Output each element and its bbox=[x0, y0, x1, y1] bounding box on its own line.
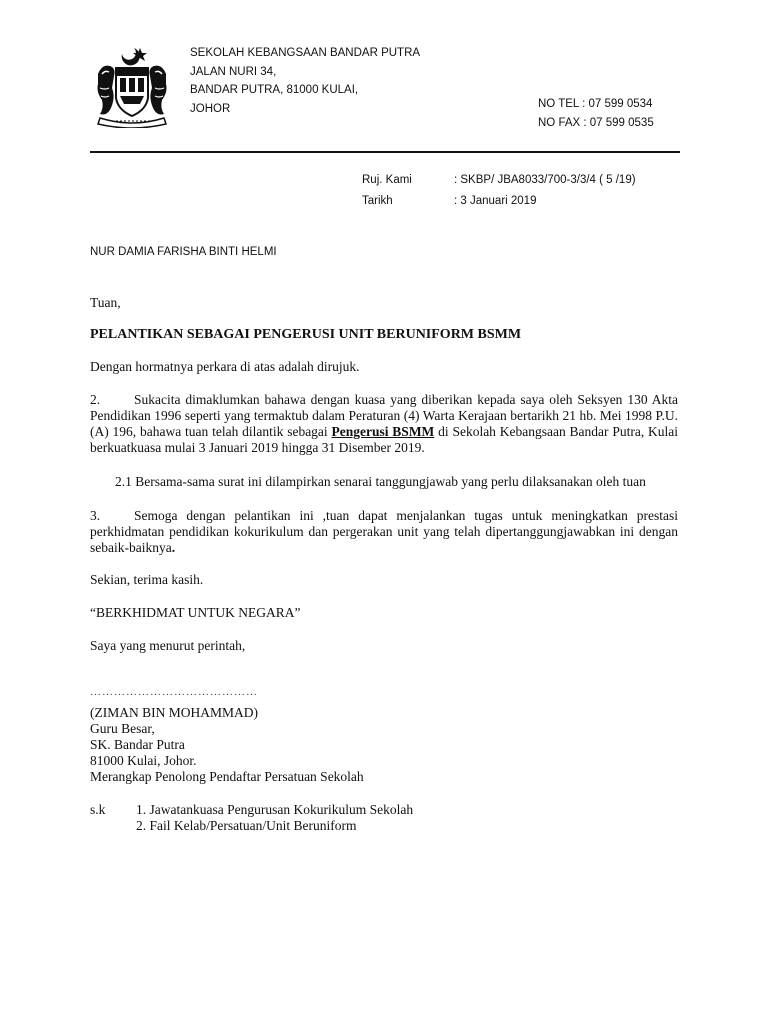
date-value: : 3 Januari 2019 bbox=[454, 195, 537, 207]
paragraph-text: di Sekolah Kebangsaan Bandar Putra, Kulai berkuatkuasa mulai 3 Januari 2019 hingga 31 Disember 2019. bbox=[90, 424, 679, 455]
address-line-3: JOHOR bbox=[190, 102, 231, 115]
recipient-name: NUR DAMIA FARISHA BINTI HELMI bbox=[90, 246, 277, 258]
signatory-block bbox=[90, 705, 364, 785]
signatory-school: SK. Bandar Putra bbox=[90, 737, 185, 752]
paragraph-2-1: 2.1 Bersama-sama surat ini dilampirkan senarai tanggungjawab yang perlu dilaksanakan oleh tuan bbox=[115, 474, 646, 489]
letter-subject: PELANTIKAN SEBAGAI PENGERUSI UNIT BERUNIFORM BSMM bbox=[90, 327, 522, 342]
paragraph-number: 3. bbox=[90, 508, 101, 523]
reference-block bbox=[362, 170, 636, 212]
paragraph-3 bbox=[90, 508, 678, 556]
cc-label: s.k bbox=[90, 802, 106, 817]
coat-of-arms-icon bbox=[92, 44, 172, 128]
address-line-2: BANDAR PUTRA, 81000 KULAI, bbox=[190, 84, 359, 96]
reference-value: : SKBP/ JBA8033/700-3/3/4 ( 5 /19) bbox=[454, 174, 636, 186]
address-line-1: JALAN NURI 34, bbox=[190, 65, 277, 78]
paragraph-number: 2. bbox=[90, 392, 101, 407]
cc-item: 1. Jawatankuasa Pengurusan Kokurikulum Sekolah bbox=[136, 802, 414, 817]
opening-line: Dengan hormatnya perkara di atas adalah dirujuk. bbox=[90, 359, 360, 374]
school-contact bbox=[538, 95, 654, 132]
reference-label: Ruj. Kami bbox=[362, 174, 412, 186]
school-address bbox=[190, 44, 420, 118]
cc-item: 2. Fail Kelab/Persatuan/Unit Beruniform bbox=[136, 818, 357, 833]
paragraph-text: Sukacita dimaklumkan bahawa dengan kuasa yang diberikan kepada saya oleh Seksyen 130 Akta Pendidikan 1996 seperti yang termaktub dalam Peraturan (4) Warta Kerajaan bertarikh 21 hb. Mei 1998 P.U.(A) 196, bahawa tuan telah dilantik sebagai bbox=[90, 392, 678, 439]
carbon-copy-list bbox=[90, 802, 413, 834]
letterhead-divider bbox=[90, 151, 680, 153]
salutation: Tuan, bbox=[90, 295, 121, 310]
paragraph-end-mark: . bbox=[171, 540, 176, 555]
signatory-title: Guru Besar, bbox=[90, 721, 155, 736]
paragraph-text: Semoga dengan pelantikan ini ,tuan dapat menjalankan tugas untuk meningkatkan prestasi perkhidmatan pendidikan kokurikulum dan pergerakan unit yang telah dipertanggungjawabkan ini dengan sebaik-baiknya bbox=[90, 508, 678, 555]
telephone-number: NO TEL : 07 599 0534 bbox=[538, 98, 653, 110]
school-name: SEKOLAH KEBANGSAAN BANDAR PUTRA bbox=[190, 47, 421, 59]
motto: “BERKHIDMAT UNTUK NEGARA” bbox=[90, 605, 301, 620]
sign-off-intro: Saya yang menurut perintah, bbox=[90, 638, 246, 653]
date-label: Tarikh bbox=[362, 195, 393, 207]
fax-number: NO FAX : 07 599 0535 bbox=[538, 116, 654, 129]
closing-line: Sekian, terima kasih. bbox=[90, 572, 204, 587]
signatory-name: (ZIMAN BIN MOHAMMAD) bbox=[90, 705, 258, 720]
signatory-city: 81000 Kulai, Johor. bbox=[90, 753, 197, 768]
signature-line: …………………………………… bbox=[90, 686, 258, 698]
appointment-title: Pengerusi BSMM bbox=[331, 424, 435, 439]
paragraph-2 bbox=[90, 392, 678, 456]
signatory-role: Merangkap Penolong Pendaftar Persatuan Sekolah bbox=[90, 769, 364, 784]
